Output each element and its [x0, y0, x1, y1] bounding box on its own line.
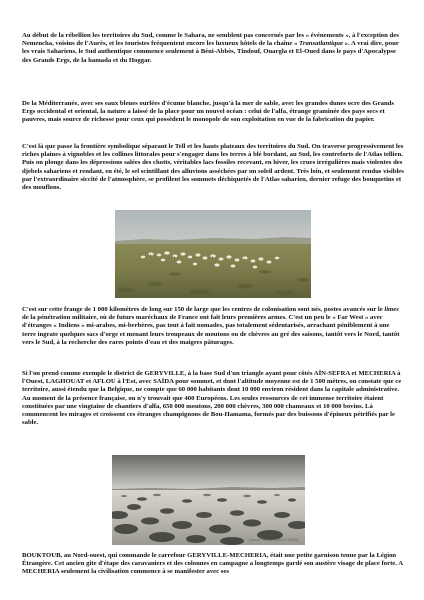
- paragraph-geryville: [22, 370, 404, 427]
- italic-text: Transatlantique: [299, 40, 343, 48]
- photo-sheep-grazing: [115, 210, 311, 298]
- paragraph-frontiere: [22, 143, 404, 192]
- paragraph-bouktoub: [22, 552, 404, 577]
- text-segment: C'est sur cette frange de 1 000 kilomètres de long sur 150 de large que les centres de colonisation sont nés, postes avancés sur le: [22, 306, 385, 313]
- photo-credit: Source: cartepostale.fr / CIRAD: [248, 538, 299, 542]
- text-segment: Au début de la rébellion les territoires du Sud, comme le Sahara, ne semblent pas concernés par les « événements », à l'exception des Nemencha, voisins de l'Aurès, et les touristes fréquentent encore les luxueux hôtels de la chaîne «: [22, 32, 399, 48]
- text-segment: de la pénétration militaire, où de futurs maréchaux de France ont fait leurs premières armes. C'est un peu le « Far West » avec d'étranges « Indiens » mi-arabes, mi-berbères, pas tout à fait nomades, pas totalement sédentarisés, arrachant péniblement à une terre ingrate quelques sacs d'orge et menant leurs troupeaux de moutons ou de chèvres au gré des saisons, tantôt vers le Nord, tantôt vers le Sud, à la recherche des rares points d'eau et des maigres pâturages.: [22, 314, 400, 346]
- text-segment: BOUKTOUB, au Nord-ouest, qui commande le carrefour GERYVILLE-MECHERIA, était une petite garnison tenue par la Légion Étrangère. Cet ancien gîte d'étape des caravaniers et des colonnes en campagne a longtemps gardé son austère visage de place forte. A MECHERIA seulement la civilisation commence à se manifester avec ses: [22, 552, 403, 576]
- text-segment: Si l'on prend comme exemple le district de GERYVILLE, à la base Sud d'un triangle ayant pour côtés AÏN-SEFRA et MECHERIA à l'Ouest, LAGHOUAT et AFLOU à l'Est, avec SAÏDA pour sommet, et dont l'altitude moyenne est de 1 500 mètres, on constate que ce territoire, aussi étendu que la Belgique, ne compte que 60 000 habitants dont 10 000 environ résident dans la capitale administrative. Au moment de la présence française, on n'y trouvait que 400 Européens. Les seules ressources de cet immense territoire étaient constituées par une vingtaine de chantiers d'alfa, 650 000 moutons, 200 000 chèvres, 300 000 chameaux et 10 000 bovins. Là commencent les mirages et croissent ces étranges champignons de Bou-Hamama, formés par des buissons d'épineux pétrifiés par le sable.: [22, 370, 402, 427]
- paragraph-far-west: [22, 306, 404, 347]
- photo-alfa-steppe: [112, 455, 305, 545]
- paragraph-mediterranee: [22, 100, 404, 125]
- text-segment: C'est là que passe la frontière symbolique séparant le Tell et les hauts plateaux des territoires du Sud. On traverse progressivement les riches plaines à vignobles et les collines littorales pour s'engager dans les terres à blé bordant, au Sud, les contreforts de l'Atlas tellien. Puis on plonge dans les dépressions salées des chotts, véritables lacs fossiles recevant, en hiver, les crues irrégulières mais violentes des djebels sahariens et rendant, en été, le sel scintillant des alluvions asséchées par un soleil ardent. Très loin, et seulement rendus visibles par l'extraordinaire siccité de l'atmosphère, se profilent les sommets déchiquetés de l'Atlas saharien, dernier refuge des bouquetins et des mouflons.: [22, 143, 404, 192]
- text-segment: ». A vrai dire, pour les vrais Sahariens, le Sud authentique commence seulement à Béni-Abbès, Tindouf, Ouargla et El-Oued dans le pays d'Apocalypse des Grands Ergs, de la hamada et du Hoggar.: [22, 40, 399, 64]
- alfa-steppe-image: [112, 455, 305, 545]
- paragraph-intro: [22, 32, 404, 65]
- italic-text: limes: [384, 306, 399, 313]
- text-segment: De la Méditerranée, avec ses eaux bleues ourlées d'écume blanche, jusqu'à la mer de sable, avec les grandes dunes ocre des Grands Ergs occidental et oriental, la nature a laissé de la place pour un nouvel océan : celui de l'alfa, étrange graminée des pays secs et pauvres, mais source de richesse pour ceux qui possèdent le monopole de son exploitation en vue de la fabrication du papier.: [22, 100, 394, 124]
